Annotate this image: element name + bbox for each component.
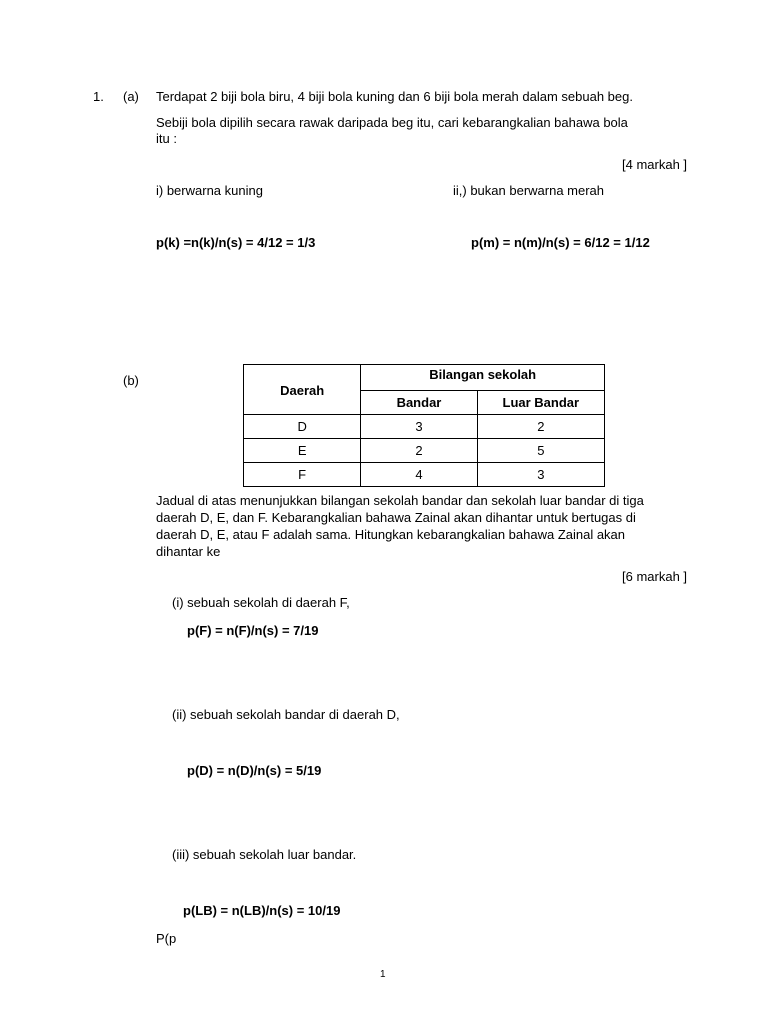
- part-b-paragraph-line1: Jadual di atas menunjukkan bilangan sekolah bandar dan sekolah luar bandar di tiga: [156, 493, 644, 508]
- part-b-paragraph-line4: dihantar ke: [156, 544, 221, 559]
- table-row: [244, 415, 605, 439]
- table-row: [244, 439, 605, 463]
- part-a-sub-i: i) berwarna kuning: [156, 183, 263, 198]
- part-b-answer-ii: p(D) = n(D)/n(s) = 5/19: [187, 763, 322, 778]
- table-cell-urban: 3: [361, 415, 477, 439]
- part-a-marks: [4 markah ]: [622, 157, 688, 172]
- table-cell-region: F: [244, 463, 361, 487]
- part-a-answer-i: p(k) =n(k)/n(s) = 4/12 = 1/3: [156, 235, 316, 250]
- table-cell-rural: 3: [477, 463, 604, 487]
- part-b-sub-iii: (iii) sebuah sekolah luar bandar.: [172, 847, 357, 862]
- part-b-label: (b): [123, 373, 139, 388]
- table-cell-region: D: [244, 415, 361, 439]
- question-number: 1.: [93, 89, 104, 104]
- trailing-text: P(p: [156, 931, 177, 946]
- table-row: [244, 463, 605, 487]
- part-b-marks: [6 markah ]: [622, 569, 688, 584]
- part-a-instruction-line2: itu :: [156, 131, 177, 146]
- part-b-paragraph-line2: daerah D, E, dan F. Kebarangkalian bahawa Zainal akan dihantar untuk bertugas di: [156, 510, 636, 525]
- table-cell-urban: 4: [361, 463, 477, 487]
- part-b-sub-ii: (ii) sebuah sekolah bandar di daerah D,: [172, 707, 400, 722]
- table-cell-rural: 2: [477, 415, 604, 439]
- table-cell-region: E: [244, 439, 361, 463]
- table-header-school-count: Bilangan sekolah: [361, 365, 605, 391]
- part-b-answer-iii: p(LB) = n(LB)/n(s) = 10/19: [183, 903, 341, 918]
- part-a-statement: Terdapat 2 biji bola biru, 4 biji bola kuning dan 6 biji bola merah dalam sebuah beg.: [156, 89, 633, 104]
- table-header-rural: Luar Bandar: [477, 391, 604, 415]
- part-a-label: (a): [123, 89, 139, 104]
- part-a-answer-ii: p(m) = n(m)/n(s) = 6/12 = 1/12: [471, 235, 650, 250]
- table-cell-urban: 2: [361, 439, 477, 463]
- page-number: 1: [380, 969, 386, 980]
- part-b-answer-i: p(F) = n(F)/n(s) = 7/19: [187, 623, 319, 638]
- part-b-sub-i: (i) sebuah sekolah di daerah F,: [172, 595, 350, 610]
- part-a-instruction-line1: Sebiji bola dipilih secara rawak daripada beg itu, cari kebarangkalian bahawa bola: [156, 115, 628, 130]
- part-a-sub-ii: ii,) bukan berwarna merah: [453, 183, 605, 198]
- schools-table: [243, 364, 605, 487]
- table-header-urban: Bandar: [361, 391, 477, 415]
- table-header-region: Daerah: [244, 365, 361, 415]
- part-b-paragraph-line3: daerah D, E, atau F adalah sama. Hitungkan kebarangkalian bahawa Zainal akan: [156, 527, 626, 542]
- table-cell-rural: 5: [477, 439, 604, 463]
